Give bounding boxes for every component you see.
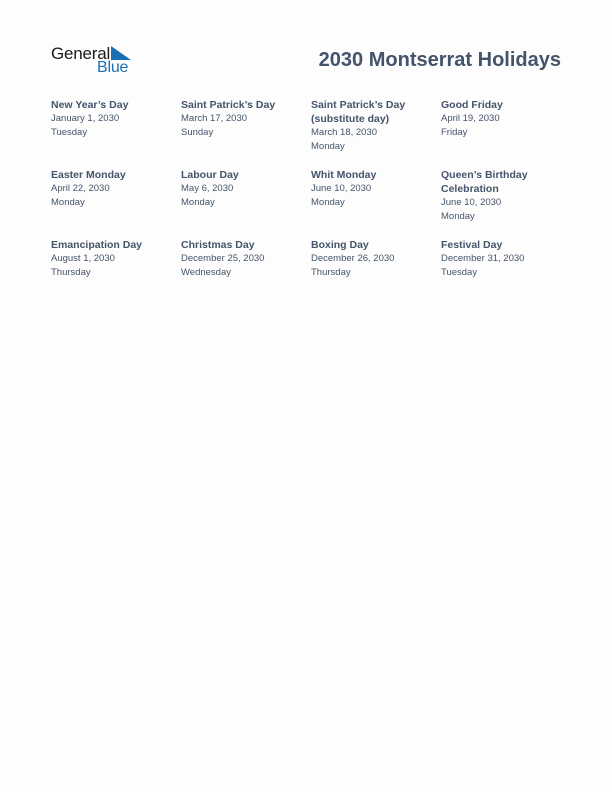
holiday-item [181, 98, 311, 168]
holiday-weekday: Monday [311, 141, 345, 152]
holiday-item [311, 238, 441, 308]
holiday-item [441, 238, 571, 308]
holiday-date: August 1, 2030 [51, 253, 115, 264]
holiday-date: December 25, 2030 [181, 253, 265, 264]
holiday-name: Emancipation Day [51, 239, 143, 251]
holiday-name: Labour Day [181, 169, 239, 181]
holiday-weekday: Monday [181, 197, 215, 208]
page-title: 2030 Montserrat Holidays [318, 49, 561, 71]
logo-flag-icon [111, 46, 131, 60]
holiday-weekday: Friday [441, 127, 468, 138]
holiday-name: Easter Monday [51, 169, 126, 181]
holiday-name: Whit Monday [311, 169, 377, 181]
holiday-weekday: Wednesday [181, 267, 231, 278]
holiday-date: January 1, 2030 [51, 113, 120, 124]
holiday-item [181, 168, 311, 238]
holiday-weekday: Monday [51, 197, 85, 208]
holiday-weekday: Thursday [311, 267, 351, 278]
holiday-date: December 26, 2030 [311, 253, 395, 264]
holiday-name: Christmas Day [181, 239, 255, 251]
holiday-item [311, 98, 441, 168]
holiday-grid [51, 98, 571, 308]
logo-word-blue: Blue [97, 59, 129, 76]
logo-word-general: General [51, 44, 111, 63]
holiday-date: April 19, 2030 [441, 113, 500, 124]
holiday-weekday: Tuesday [51, 127, 88, 138]
holiday-item [51, 98, 181, 168]
holiday-name: Saint Patrick’s Day (substitute day) [311, 99, 406, 125]
holiday-date: March 18, 2030 [311, 127, 378, 138]
holiday-name: Saint Patrick’s Day [181, 99, 276, 111]
holiday-date: March 17, 2030 [181, 113, 248, 124]
holiday-item [51, 168, 181, 238]
holiday-weekday: Tuesday [441, 267, 478, 278]
holiday-date: June 10, 2030 [441, 197, 502, 208]
holiday-name: Queen’s Birthday Celebration [441, 169, 528, 195]
holiday-name: New Year’s Day [51, 99, 129, 111]
holiday-date: June 10, 2030 [311, 183, 372, 194]
generalblue-logo [51, 44, 141, 78]
holiday-item [441, 98, 571, 168]
holiday-date: December 31, 2030 [441, 253, 525, 264]
holiday-date: April 22, 2030 [51, 183, 110, 194]
holiday-weekday: Thursday [51, 267, 91, 278]
holiday-name: Good Friday [441, 99, 503, 111]
holiday-item [181, 238, 311, 308]
holiday-name: Boxing Day [311, 239, 369, 251]
holiday-item [51, 238, 181, 308]
holiday-weekday: Sunday [181, 127, 214, 138]
holiday-weekday: Monday [311, 197, 345, 208]
holiday-name: Festival Day [441, 239, 503, 251]
holiday-date: May 6, 2030 [181, 183, 234, 194]
holiday-weekday: Monday [441, 211, 475, 222]
holiday-item [311, 168, 441, 238]
holiday-item [441, 168, 571, 238]
